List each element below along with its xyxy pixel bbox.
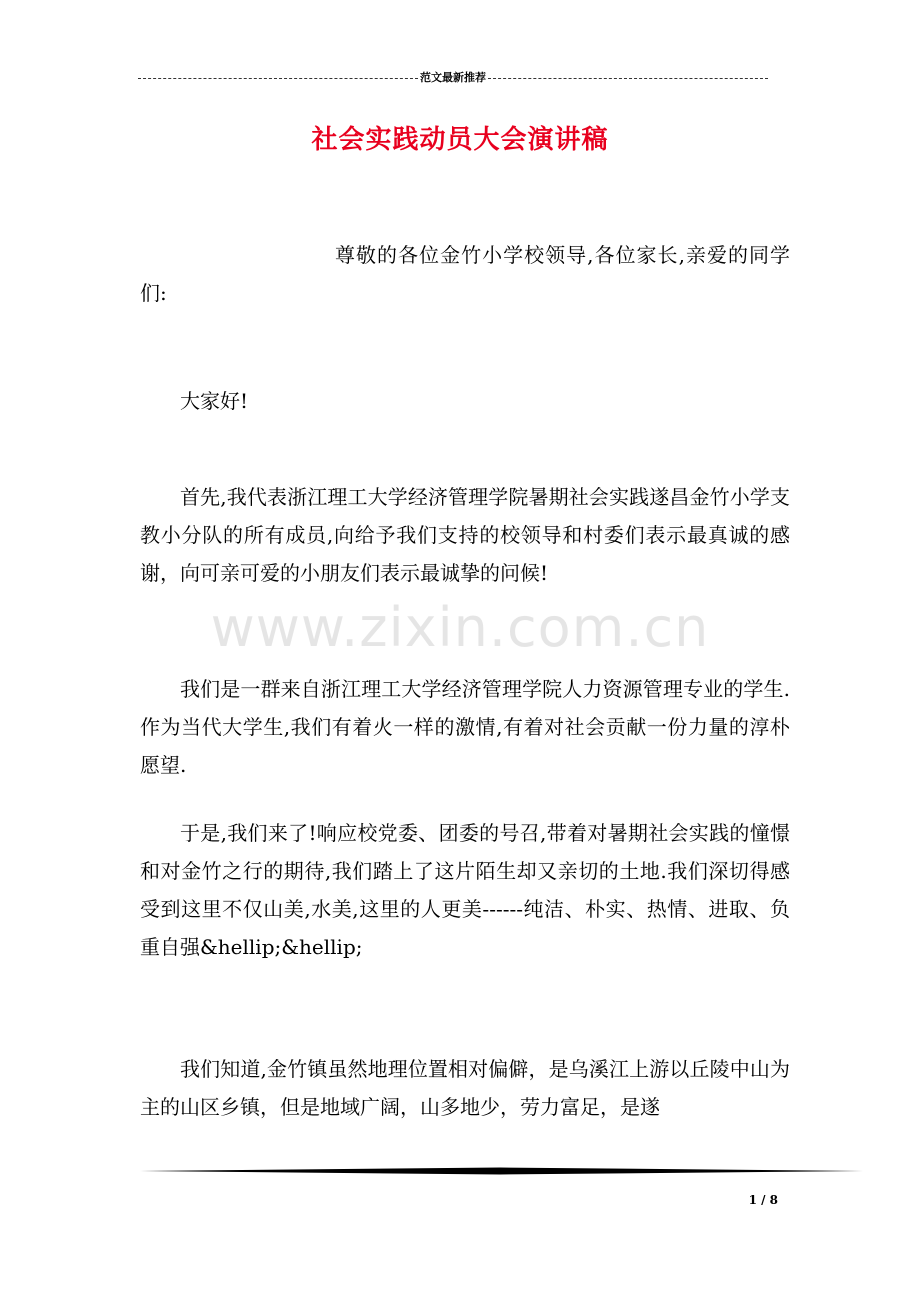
page-number: 1 / 8 (748, 1193, 778, 1207)
salutation: 尊敬的各位金竹小学校领导,各位家长,亲爱的同学们: (140, 243, 790, 305)
footer-rule (140, 1167, 863, 1175)
paragraph-3: 于是,我们来了!响应校党委、团委的号召,带着对暑期社会实践的憧憬和对金竹之行的期待,我们踏上了这片陌生却又亲切的土地.我们深切得感受到这里不仅山美,水美,这里的人更美------纯洁、朴实、热情、进取、负重自强&hellip;&hellip; (140, 821, 790, 959)
header-dashes-left (138, 78, 418, 79)
document-title: 社会实践动员大会演讲稿 (311, 125, 609, 155)
paragraph-2: 我们是一群来自浙江理工大学经济管理学院人力资源管理专业的学生.作为当代大学生,我们有着火一样的激情,有着对社会贡献一份力量的淳朴愿望. (140, 677, 790, 777)
header-dashes-right (488, 78, 768, 79)
page-header (138, 70, 768, 86)
watermark: www.zixin.com.cn (210, 596, 710, 659)
greeting: 大家好! (180, 389, 249, 413)
paragraph-1: 首先,我代表浙江理工大学经济管理学院暑期社会实践遂昌金竹小学支教小分队的所有成员,向给予我们支持的校领导和村委们表示最真诚的感谢，向可亲可爱的小朋友们表示最诚挚的问候! (140, 485, 790, 585)
header-label: 范文最新推荐 (420, 71, 486, 84)
paragraph-4: 我们知道,金竹镇虽然地理位置相对偏僻，是乌溪江上游以丘陵中山为主的山区乡镇，但是地域广阔，山多地少，劳力富足，是遂 (140, 1057, 790, 1119)
